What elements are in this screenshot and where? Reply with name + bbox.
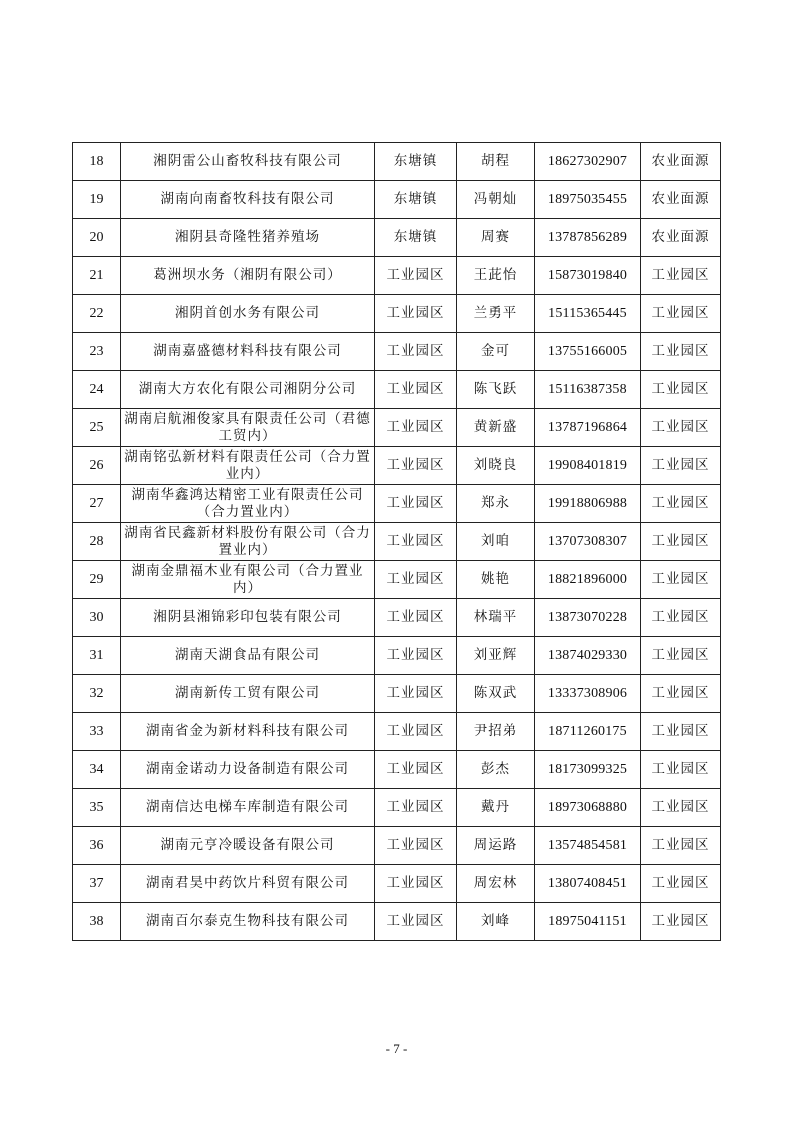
town-name-cell: 东塘镇 <box>375 181 457 219</box>
company-name-cell: 湖南百尔泰克生物科技有限公司 <box>121 903 375 941</box>
contact-person-cell: 林瑞平 <box>457 599 535 637</box>
row-number-cell: 20 <box>73 219 121 257</box>
table-row <box>73 181 721 219</box>
table-row <box>73 789 721 827</box>
town-name-cell: 工业园区 <box>375 675 457 713</box>
category-cell: 工业园区 <box>641 447 721 485</box>
company-name-cell: 湖南省金为新材料科技有限公司 <box>121 713 375 751</box>
phone-number-cell: 15116387358 <box>535 371 641 409</box>
contact-person-cell: 刘峰 <box>457 903 535 941</box>
row-number-cell: 38 <box>73 903 121 941</box>
town-name-cell: 工业园区 <box>375 447 457 485</box>
phone-number-cell: 18821896000 <box>535 561 641 599</box>
phone-number-cell: 18627302907 <box>535 143 641 181</box>
row-number-cell: 31 <box>73 637 121 675</box>
table-row <box>73 409 721 447</box>
table-row <box>73 485 721 523</box>
phone-number-cell: 15873019840 <box>535 257 641 295</box>
row-number-cell: 28 <box>73 523 121 561</box>
table-row <box>73 675 721 713</box>
category-cell: 工业园区 <box>641 865 721 903</box>
contact-person-cell: 刘晓良 <box>457 447 535 485</box>
row-number-cell: 26 <box>73 447 121 485</box>
phone-number-cell: 13337308906 <box>535 675 641 713</box>
contact-person-cell: 周宏林 <box>457 865 535 903</box>
table-row <box>73 371 721 409</box>
company-name-cell: 湘阴县奇隆牲猪养殖场 <box>121 219 375 257</box>
town-name-cell: 工业园区 <box>375 333 457 371</box>
contact-person-cell: 金可 <box>457 333 535 371</box>
category-cell: 工业园区 <box>641 257 721 295</box>
table-row <box>73 143 721 181</box>
table-row <box>73 333 721 371</box>
row-number-cell: 35 <box>73 789 121 827</box>
category-cell: 工业园区 <box>641 713 721 751</box>
category-cell: 工业园区 <box>641 827 721 865</box>
company-name-cell: 葛洲坝水务（湘阴有限公司） <box>121 257 375 295</box>
row-number-cell: 36 <box>73 827 121 865</box>
category-cell: 工业园区 <box>641 751 721 789</box>
contact-person-cell: 王茈怡 <box>457 257 535 295</box>
table-row <box>73 827 721 865</box>
table-row <box>73 637 721 675</box>
town-name-cell: 工业园区 <box>375 561 457 599</box>
page-number: - 7 - <box>385 1041 408 1056</box>
category-cell: 工业园区 <box>641 903 721 941</box>
town-name-cell: 工业园区 <box>375 523 457 561</box>
company-name-cell: 湖南华鑫鸿达精密工业有限责任公司（合力置业内） <box>121 485 375 523</box>
company-contact-table <box>72 142 721 941</box>
category-cell: 工业园区 <box>641 295 721 333</box>
row-number-cell: 33 <box>73 713 121 751</box>
town-name-cell: 东塘镇 <box>375 219 457 257</box>
table-row <box>73 295 721 333</box>
category-cell: 工业园区 <box>641 675 721 713</box>
contact-person-cell: 冯朝灿 <box>457 181 535 219</box>
contact-person-cell: 尹招弟 <box>457 713 535 751</box>
contact-person-cell: 刘咱 <box>457 523 535 561</box>
phone-number-cell: 13707308307 <box>535 523 641 561</box>
phone-number-cell: 13574854581 <box>535 827 641 865</box>
town-name-cell: 工业园区 <box>375 257 457 295</box>
company-name-cell: 湖南省民鑫新材料股份有限公司（合力置业内） <box>121 523 375 561</box>
row-number-cell: 22 <box>73 295 121 333</box>
phone-number-cell: 19918806988 <box>535 485 641 523</box>
company-name-cell: 湖南铭弘新材料有限责任公司（合力置业内） <box>121 447 375 485</box>
phone-number-cell: 13873070228 <box>535 599 641 637</box>
contact-person-cell: 兰勇平 <box>457 295 535 333</box>
company-name-cell: 湖南新传工贸有限公司 <box>121 675 375 713</box>
category-cell: 农业面源 <box>641 181 721 219</box>
company-name-cell: 湘阴雷公山畜牧科技有限公司 <box>121 143 375 181</box>
company-name-cell: 湖南嘉盛德材料科技有限公司 <box>121 333 375 371</box>
town-name-cell: 工业园区 <box>375 713 457 751</box>
company-name-cell: 湖南信达电梯车库制造有限公司 <box>121 789 375 827</box>
contact-person-cell: 戴丹 <box>457 789 535 827</box>
company-name-cell: 湘阴县湘锦彩印包装有限公司 <box>121 599 375 637</box>
category-cell: 工业园区 <box>641 599 721 637</box>
contact-person-cell: 黄新盛 <box>457 409 535 447</box>
phone-number-cell: 18973068880 <box>535 789 641 827</box>
contact-person-cell: 郑永 <box>457 485 535 523</box>
category-cell: 工业园区 <box>641 409 721 447</box>
contact-person-cell: 周运路 <box>457 827 535 865</box>
row-number-cell: 24 <box>73 371 121 409</box>
category-cell: 工业园区 <box>641 485 721 523</box>
town-name-cell: 工业园区 <box>375 789 457 827</box>
contact-person-cell: 胡程 <box>457 143 535 181</box>
table-row <box>73 903 721 941</box>
category-cell: 工业园区 <box>641 561 721 599</box>
table-row <box>73 447 721 485</box>
contact-person-cell: 陈双武 <box>457 675 535 713</box>
town-name-cell: 工业园区 <box>375 751 457 789</box>
town-name-cell: 工业园区 <box>375 903 457 941</box>
category-cell: 工业园区 <box>641 637 721 675</box>
row-number-cell: 29 <box>73 561 121 599</box>
town-name-cell: 工业园区 <box>375 409 457 447</box>
phone-number-cell: 19908401819 <box>535 447 641 485</box>
company-name-cell: 湖南向南畜牧科技有限公司 <box>121 181 375 219</box>
company-name-cell: 湖南天湖食品有限公司 <box>121 637 375 675</box>
row-number-cell: 19 <box>73 181 121 219</box>
phone-number-cell: 13755166005 <box>535 333 641 371</box>
town-name-cell: 工业园区 <box>375 485 457 523</box>
company-name-cell: 湘阴首创水务有限公司 <box>121 295 375 333</box>
category-cell: 工业园区 <box>641 789 721 827</box>
phone-number-cell: 13807408451 <box>535 865 641 903</box>
row-number-cell: 18 <box>73 143 121 181</box>
company-name-cell: 湖南启航湘俊家具有限责任公司（君德工贸内） <box>121 409 375 447</box>
phone-number-cell: 13787196864 <box>535 409 641 447</box>
company-name-cell: 湖南元亨冷暖设备有限公司 <box>121 827 375 865</box>
phone-number-cell: 18975035455 <box>535 181 641 219</box>
row-number-cell: 34 <box>73 751 121 789</box>
contact-person-cell: 姚艳 <box>457 561 535 599</box>
table-row <box>73 219 721 257</box>
contact-person-cell: 周赛 <box>457 219 535 257</box>
phone-number-cell: 15115365445 <box>535 295 641 333</box>
company-name-cell: 湖南君昊中药饮片科贸有限公司 <box>121 865 375 903</box>
table-row <box>73 713 721 751</box>
table-row <box>73 523 721 561</box>
town-name-cell: 工业园区 <box>375 637 457 675</box>
phone-number-cell: 13874029330 <box>535 637 641 675</box>
table-row <box>73 257 721 295</box>
phone-number-cell: 18711260175 <box>535 713 641 751</box>
company-name-cell: 湖南大方农化有限公司湘阴分公司 <box>121 371 375 409</box>
category-cell: 工业园区 <box>641 333 721 371</box>
row-number-cell: 25 <box>73 409 121 447</box>
row-number-cell: 30 <box>73 599 121 637</box>
contact-person-cell: 陈飞跃 <box>457 371 535 409</box>
company-name-cell: 湖南金鼎福木业有限公司（合力置业内） <box>121 561 375 599</box>
town-name-cell: 工业园区 <box>375 865 457 903</box>
contact-person-cell: 彭杰 <box>457 751 535 789</box>
town-name-cell: 工业园区 <box>375 371 457 409</box>
row-number-cell: 37 <box>73 865 121 903</box>
row-number-cell: 23 <box>73 333 121 371</box>
town-name-cell: 东塘镇 <box>375 143 457 181</box>
table-row <box>73 561 721 599</box>
phone-number-cell: 18975041151 <box>535 903 641 941</box>
contact-person-cell: 刘亚辉 <box>457 637 535 675</box>
table-row <box>73 865 721 903</box>
category-cell: 农业面源 <box>641 219 721 257</box>
category-cell: 工业园区 <box>641 371 721 409</box>
town-name-cell: 工业园区 <box>375 295 457 333</box>
row-number-cell: 27 <box>73 485 121 523</box>
table-row <box>73 751 721 789</box>
row-number-cell: 21 <box>73 257 121 295</box>
category-cell: 农业面源 <box>641 143 721 181</box>
town-name-cell: 工业园区 <box>375 599 457 637</box>
company-name-cell: 湖南金诺动力设备制造有限公司 <box>121 751 375 789</box>
table-row <box>73 599 721 637</box>
row-number-cell: 32 <box>73 675 121 713</box>
category-cell: 工业园区 <box>641 523 721 561</box>
town-name-cell: 工业园区 <box>375 827 457 865</box>
phone-number-cell: 18173099325 <box>535 751 641 789</box>
table-body <box>73 143 721 941</box>
phone-number-cell: 13787856289 <box>535 219 641 257</box>
